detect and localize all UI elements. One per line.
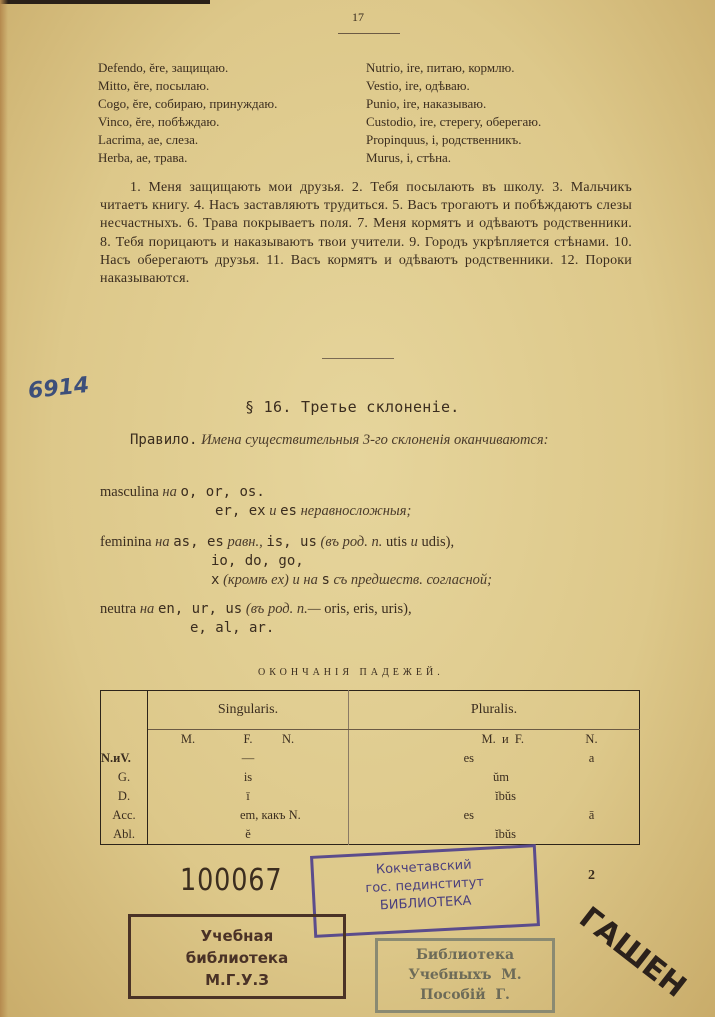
table-row (101, 749, 640, 768)
sing-ending: — (241, 751, 255, 766)
table-header-row (101, 691, 640, 730)
rule-text: Имена существительныя 3-го склоненія оканчиваются: (201, 432, 549, 448)
stamp-line: Библиотека (415, 947, 515, 963)
feminina-line-3 (211, 572, 492, 588)
note: неравносложныя; (300, 503, 412, 519)
exercise-paragraph: 1. Меня защищають мои друзья. 2. Тебя посылають въ школу. 3. Мальчикъ читаетъ книгу. 4. Насъ заставляютъ трудиться. 5. Васъ трогаютъ и побѣждаютъ слезы несчастныхъ. 6. Трава покрываетъ поля. 7. Меня кормятъ и одѣваютъ родственники. 8. Тебя порицаютъ и наказываютъ твои учители. 9. Городъ укрѣпляется стѣнами. 10. Насъ оберегаютъ друзья. 11. Васъ кормятъ и одѣваютъ родственники. 12. Пороки наказываются. (100, 180, 632, 287)
endings: es (280, 503, 297, 519)
connector: на (139, 601, 155, 617)
table-row (101, 825, 640, 845)
pl-n-ending: ā (588, 807, 595, 822)
cancellation-stamp: ГАШЕН (572, 900, 693, 1005)
gender-label: masculina (100, 484, 159, 500)
page-shadow (0, 0, 8, 1017)
pl-n-ending (544, 825, 640, 845)
endings: udis), (421, 534, 455, 550)
stamp-line: Учебная (200, 927, 274, 945)
vocab-item: Punio, ire, наказываю. (366, 96, 487, 111)
signature-mark: 2 (588, 868, 595, 883)
pl-n-ending: a (588, 751, 595, 766)
endings: o, or, os. (180, 484, 265, 500)
endings: as, es (173, 534, 224, 550)
feminina-line (100, 534, 454, 550)
col-pl-mf: M. и F. (481, 732, 524, 747)
pl-mf-ending: ŭm (493, 770, 509, 785)
stamp-line: библиотека (185, 949, 289, 967)
rule-paragraph (100, 430, 635, 450)
vocab-item: Custodio, ire, стерегу, оберегаю. (366, 114, 542, 129)
vocab-item: Propinquus, i, родственникъ. (366, 132, 522, 147)
case-label: N.иV. (101, 749, 148, 768)
gender-label: neutra (100, 601, 137, 617)
library-stamp-gray (375, 938, 555, 1013)
table-row (101, 768, 640, 787)
stamp-line: Пособій Г. (420, 987, 510, 1003)
vocab-item: Cogo, ĕre, собираю, принуждаю. (98, 96, 278, 111)
note: (въ род. п. (320, 534, 383, 550)
connector: на (155, 534, 170, 550)
endings: en, ur, us (157, 601, 243, 617)
section-divider (322, 358, 394, 359)
note: равн., (227, 534, 263, 550)
page-number: 17 (352, 10, 364, 24)
vocab-item: Nutrio, ire, питаю, кормлю. (366, 60, 515, 75)
endings: s (321, 572, 330, 588)
case-label: Acc. (101, 806, 148, 825)
library-stamp-brown (128, 914, 346, 999)
table-title: ОКОНЧАНІЯ ПАДЕЖЕЙ. (258, 667, 444, 678)
vocab-item: Vinco, ĕre, побѣждаю. (98, 114, 220, 129)
section-heading: § 16. Третье склоненіе. (245, 398, 460, 416)
stamp-line: БИБЛИОТЕКА (379, 893, 472, 914)
gender-label: feminina (100, 534, 152, 550)
case-label: Abl. (101, 825, 148, 845)
endings: is, us (266, 534, 317, 550)
connector: и на (292, 572, 318, 588)
feminina-line-2: io, do, go, (211, 553, 304, 569)
vocab-item: Herba, ae, трава. (98, 150, 188, 165)
handwritten-note: 6914 (26, 372, 91, 405)
connector: и (410, 534, 418, 550)
stamp-line: М.Г.У.З (205, 971, 269, 989)
pluralis-header: Pluralis. (348, 691, 639, 730)
masculina-line (100, 484, 265, 500)
stamp-line: Кокчетавский (375, 857, 473, 878)
vocabulary-left (98, 59, 277, 167)
col-m: M. (180, 732, 196, 747)
pl-mf-ending: ĭbŭs (495, 788, 516, 803)
case-endings-table (100, 690, 640, 845)
table-row (101, 787, 640, 806)
vocab-item: Defendo, ĕre, защищаю. (98, 60, 229, 75)
endings: x (211, 572, 220, 588)
stamp-line: Учебныхъ М. (408, 967, 522, 983)
case-label: G. (101, 768, 148, 787)
neutra-line (100, 601, 412, 617)
col-f: F. (243, 732, 253, 747)
vocab-item: Mitto, ĕre, посылаю. (98, 78, 210, 93)
connector: и (269, 503, 277, 519)
header-rule (338, 33, 400, 34)
vocab-item: Lacrima, ae, слеза. (98, 132, 199, 147)
sing-ending: is (243, 770, 253, 785)
gender-header-row (101, 730, 640, 750)
endings: er, ex (215, 503, 266, 519)
sing-ending: ĕ (245, 826, 251, 841)
sing-ending: ī (246, 788, 250, 803)
col-n: N. (268, 730, 348, 750)
pl-mf-ending: es (463, 807, 474, 822)
endings: oris, eris, uris), (324, 601, 412, 617)
singularis-header: Singularis. (148, 691, 349, 730)
pl-mf-ending: es (463, 751, 474, 766)
pl-n-ending (544, 787, 640, 806)
masculina-line-2 (215, 503, 411, 519)
inventory-number: 100067 (180, 863, 283, 898)
vocab-item: Murus, i, стѣна. (366, 150, 452, 165)
pl-mf-ending: ĭbŭs (495, 826, 516, 841)
vocab-item: Vestio, ire, одѣваю. (366, 78, 470, 93)
neutra-line-2: e, al, ar. (190, 620, 275, 636)
note: (кромѣ ex) (223, 572, 289, 588)
rule-label: Правило. (130, 432, 198, 448)
scan-edge (0, 0, 210, 4)
vocabulary-right (366, 59, 541, 167)
sing-ending: em, какъ N. (228, 806, 348, 825)
note: съ предшеств. согласной; (333, 572, 492, 588)
pl-n-ending (544, 768, 640, 787)
note: (въ род. п.— (245, 601, 321, 617)
endings: utis (386, 534, 407, 550)
stamp-line: гос. пединститут (365, 874, 485, 897)
connector: на (162, 484, 177, 500)
col-pl-n: N. (585, 732, 598, 747)
table-row (101, 806, 640, 825)
case-label: D. (101, 787, 148, 806)
